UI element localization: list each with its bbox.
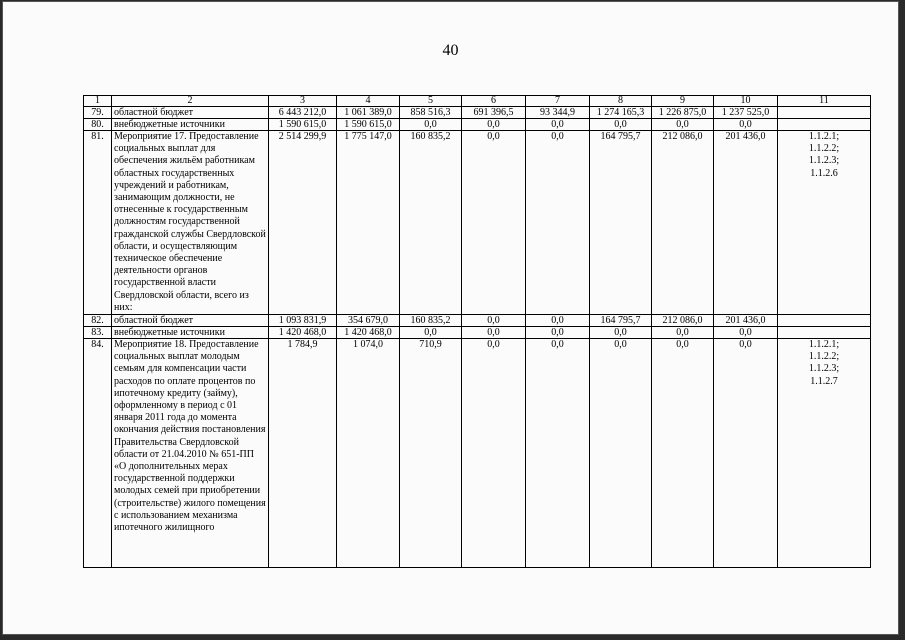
value-cell: 0,0 (714, 119, 778, 131)
header-cell: 1 (84, 96, 112, 107)
document-page (2, 1, 899, 635)
value-cell: 201 436,0 (714, 131, 778, 315)
value-cell: 0,0 (526, 119, 590, 131)
table-row (84, 339, 871, 568)
value-cell: 691 396,5 (462, 107, 526, 119)
header-cell: 7 (526, 96, 590, 107)
header-cell: 2 (112, 96, 269, 107)
value-cell: 0,0 (462, 315, 526, 327)
header-cell: 4 (337, 96, 400, 107)
value-cell: 93 344,9 (526, 107, 590, 119)
value-cell: 1 784,9 (269, 339, 337, 568)
target-indicators: 1.1.2.1; 1.1.2.2; 1.1.2.3; 1.1.2.7 (778, 339, 871, 568)
value-cell: 1 420 468,0 (269, 327, 337, 339)
value-cell: 160 835,2 (400, 315, 462, 327)
value-cell: 160 835,2 (400, 131, 462, 315)
row-name: внебюджетные источники (112, 327, 269, 339)
row-number: 84. (84, 339, 112, 568)
value-cell: 0,0 (652, 339, 714, 568)
row-number: 80. (84, 119, 112, 131)
page-number: 40 (442, 42, 459, 59)
value-cell: 0,0 (462, 327, 526, 339)
target-indicators (778, 119, 871, 131)
value-cell: 1 274 165,3 (590, 107, 652, 119)
value-cell: 0,0 (590, 339, 652, 568)
header-cell: 9 (652, 96, 714, 107)
value-cell: 1 420 468,0 (337, 327, 400, 339)
target-indicators (778, 107, 871, 119)
header-cell: 10 (714, 96, 778, 107)
header-row (84, 96, 871, 107)
value-cell: 0,0 (400, 119, 462, 131)
value-cell: 0,0 (652, 119, 714, 131)
row-name: внебюджетные источники (112, 119, 269, 131)
table-row (84, 107, 871, 119)
value-cell: 201 436,0 (714, 315, 778, 327)
value-cell: 0,0 (590, 119, 652, 131)
target-indicators: 1.1.2.1; 1.1.2.2; 1.1.2.3; 1.1.2.6 (778, 131, 871, 315)
value-cell: 1 074,0 (337, 339, 400, 568)
header-cell: 5 (400, 96, 462, 107)
value-cell: 0,0 (462, 119, 526, 131)
table-row (84, 327, 871, 339)
value-cell: 0,0 (400, 327, 462, 339)
value-cell: 0,0 (462, 131, 526, 315)
value-cell: 0,0 (652, 327, 714, 339)
table-row (84, 119, 871, 131)
value-cell: 0,0 (462, 339, 526, 568)
value-cell: 1 775 147,0 (337, 131, 400, 315)
value-cell: 0,0 (714, 327, 778, 339)
row-name: областной бюджет (112, 107, 269, 119)
value-cell: 164 795,7 (590, 131, 652, 315)
value-cell: 1 590 615,0 (337, 119, 400, 131)
value-cell: 0,0 (526, 315, 590, 327)
value-cell: 0,0 (526, 327, 590, 339)
row-number: 82. (84, 315, 112, 327)
value-cell: 212 086,0 (652, 131, 714, 315)
value-cell: 212 086,0 (652, 315, 714, 327)
header-cell: 11 (778, 96, 871, 107)
value-cell: 6 443 212,0 (269, 107, 337, 119)
table-row (84, 315, 871, 327)
row-number: 81. (84, 131, 112, 315)
row-name: областной бюджет (112, 315, 269, 327)
header-cell: 3 (269, 96, 337, 107)
value-cell: 0,0 (714, 339, 778, 568)
target-indicators (778, 327, 871, 339)
table-row (84, 131, 871, 315)
value-cell: 1 226 875,0 (652, 107, 714, 119)
value-cell: 1 590 615,0 (269, 119, 337, 131)
value-cell: 1 237 525,0 (714, 107, 778, 119)
header-cell: 6 (462, 96, 526, 107)
budget-table (83, 95, 871, 568)
header-cell: 8 (590, 96, 652, 107)
row-number: 83. (84, 327, 112, 339)
value-cell: 354 679,0 (337, 315, 400, 327)
row-name: Мероприятие 17. Предоставление социальных выплат для обеспечения жильём работникам областных государственных учреждений и работникам, занимающим должности, не отнесенные к государственным должностям государственной гражданской службы Свердловской области, и осуществляющим техническое обеспечение деятельности органов государственной власти Свердловской области, всего из них: (112, 131, 269, 315)
value-cell: 1 093 831,9 (269, 315, 337, 327)
value-cell: 0,0 (526, 339, 590, 568)
value-cell: 2 514 299,9 (269, 131, 337, 315)
value-cell: 0,0 (526, 131, 590, 315)
row-name: Мероприятие 18. Предоставление социальных выплат молодым семьям для компенсации части расходов по оплате процентов по ипотечному кредиту (займу), оформленному в период с 01 января 2011 года до момента окончания действия постановления Правительства Свердловской области от 21.04.2010 № 651-ПП «О дополнительных мерах государственной поддержки молодых семей при приобретении (строительстве) жилого помещения с использованием механизма ипотечного жилищного (112, 339, 269, 568)
value-cell: 858 516,3 (400, 107, 462, 119)
value-cell: 0,0 (590, 327, 652, 339)
value-cell: 1 061 389,0 (337, 107, 400, 119)
row-number: 79. (84, 107, 112, 119)
value-cell: 710,9 (400, 339, 462, 568)
value-cell: 164 795,7 (590, 315, 652, 327)
target-indicators (778, 315, 871, 327)
